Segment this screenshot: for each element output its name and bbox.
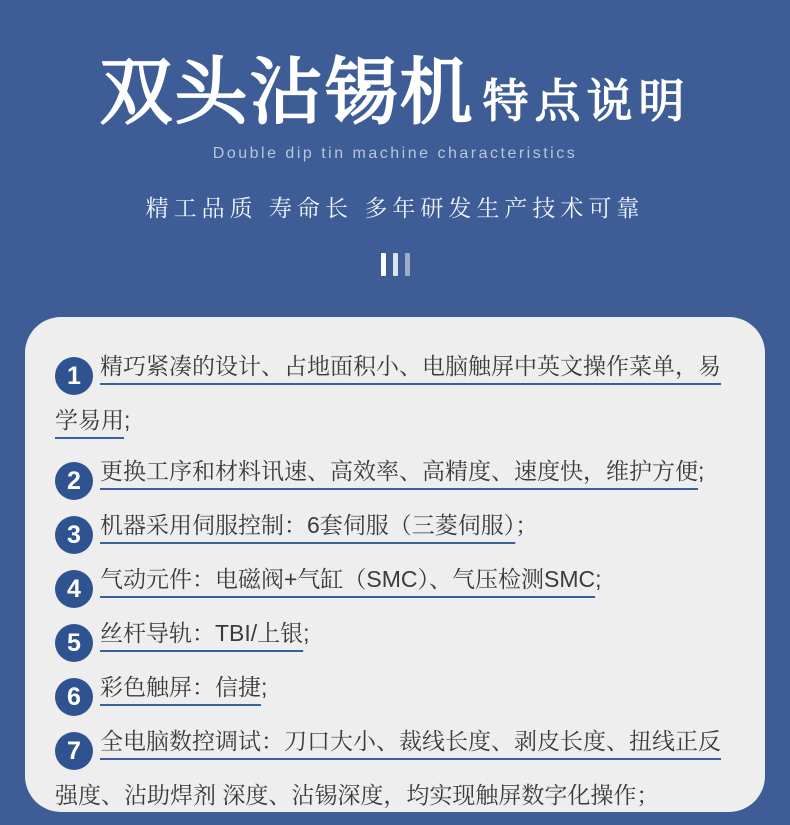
header xyxy=(0,0,790,276)
feature-text: 气动元件：电磁阀+气缸（SMC）、气压检测SMC; xyxy=(100,566,602,592)
title-sub: 特点说明 xyxy=(482,75,691,127)
divider-bar-3 xyxy=(405,253,410,276)
feature-text: 精巧紧凑的设计、占地面积小、电脑触屏中英文操作菜单，易学易用; xyxy=(55,353,721,433)
divider-bar-1 xyxy=(381,253,386,276)
divider-bar-2 xyxy=(393,253,398,276)
title-main: 双头沾锡机 xyxy=(99,52,475,133)
feature-text: 更换工序和材料讯速、高效率、高精度、速度快，维护方便; xyxy=(100,458,705,484)
tagline: 精工品质 寿命长 多年研发生产技术可靠 xyxy=(145,195,645,221)
subtitle-english: Double dip tin machine characteristics xyxy=(212,145,578,162)
divider-bars-icon xyxy=(0,253,790,276)
feature-number-badge: 3 xyxy=(55,516,93,554)
feature-number-badge: 2 xyxy=(55,462,93,500)
feature-number-badge: 6 xyxy=(55,678,93,716)
feature-item xyxy=(55,446,743,500)
feature-text: 全电脑数控调试：刀口大小、裁线长度、剥皮长度、扭线正反强度、沾助焊剂 深度、沾锡深度，均实现触屏数字化操作； xyxy=(55,728,721,808)
feature-item xyxy=(55,554,743,608)
feature-item xyxy=(55,341,743,446)
feature-number-badge: 7 xyxy=(55,732,93,770)
feature-item xyxy=(55,500,743,554)
feature-number-badge: 5 xyxy=(55,624,93,662)
feature-text: 机器采用伺服控制：6套伺服（三菱伺服）； xyxy=(100,512,539,538)
feature-text: 彩色触屏：信捷; xyxy=(100,674,268,700)
feature-item xyxy=(55,716,743,812)
feature-text: 丝杆导轨：TBI/上银; xyxy=(100,620,310,646)
feature-number-badge: 1 xyxy=(55,357,93,395)
feature-item xyxy=(55,608,743,662)
feature-list xyxy=(55,341,743,812)
feature-number-badge: 4 xyxy=(55,570,93,608)
page-title xyxy=(0,52,790,133)
features-card xyxy=(25,317,765,812)
feature-item xyxy=(55,662,743,716)
